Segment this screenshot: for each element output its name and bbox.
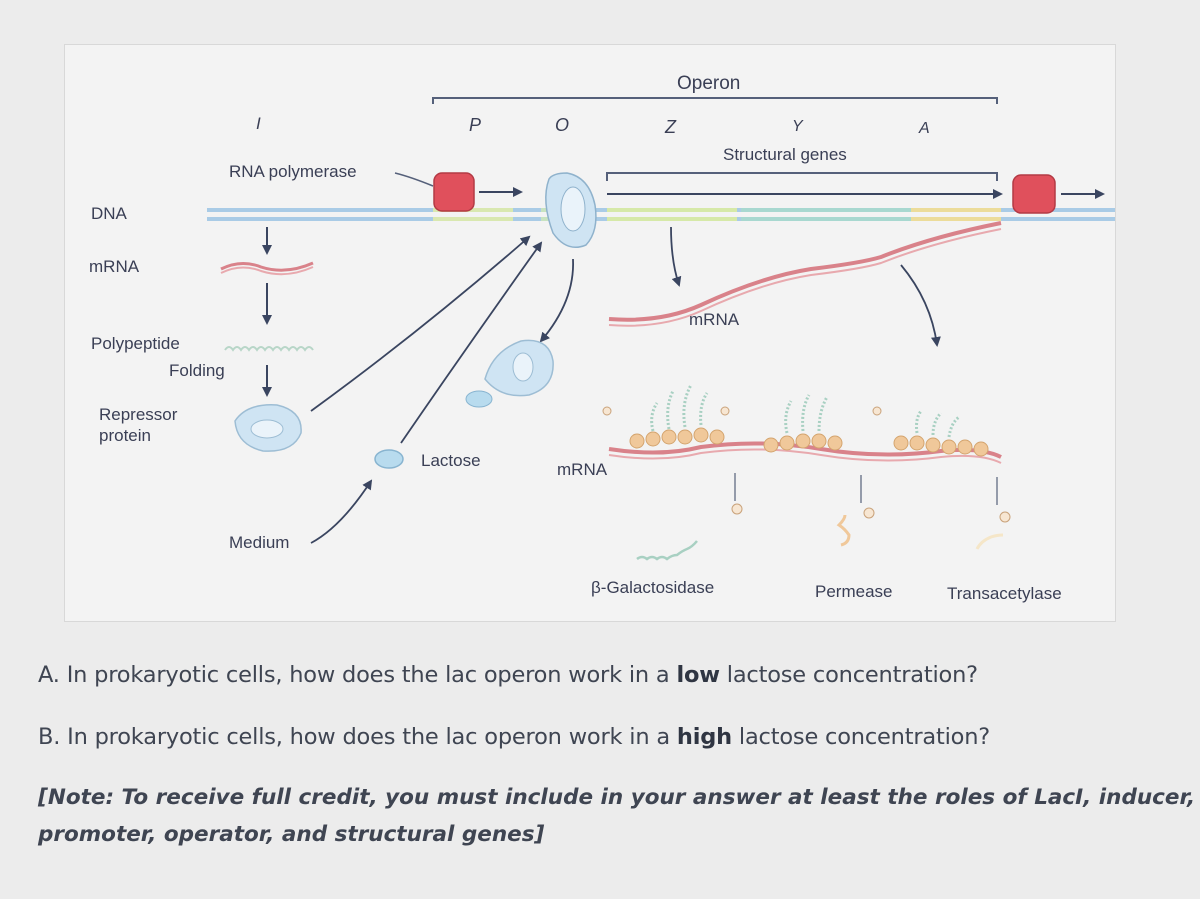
rna-polymerase-end: [1013, 175, 1055, 213]
trna-markers: [603, 407, 881, 415]
product-transacetylase: Transacetylase: [947, 584, 1062, 603]
arrow-z-transcription: [671, 227, 679, 285]
rna-polymerase-pointer: [395, 173, 433, 186]
question-a-bold: low: [676, 662, 720, 688]
lac-operon-diagram: [64, 44, 1116, 622]
question-a: [38, 662, 978, 688]
mrna-label-left: mRNA: [89, 257, 140, 276]
structural-genes-bracket: [607, 173, 997, 181]
medium-label: Medium: [229, 533, 290, 552]
diagram-canvas: [65, 45, 1115, 621]
repressor-on-operator: [546, 173, 596, 247]
structural-genes-label: Structural genes: [723, 145, 847, 164]
gene-p-label: P: [469, 115, 482, 135]
dna-double-helix: [207, 208, 1115, 221]
gene-a-label: A: [919, 120, 930, 137]
repressor-label-line2: protein: [99, 426, 151, 445]
gene-y-label: Y: [792, 118, 803, 135]
rna-polymerase-label: RNA polymerase: [229, 162, 357, 181]
dna-label: DNA: [91, 204, 127, 223]
gene-o-label: O: [555, 115, 570, 135]
arrow-translation: [901, 265, 937, 345]
question-a-post: lactose concentration?: [719, 662, 978, 688]
repressor-label-line1: Repressor: [99, 405, 178, 424]
release-arrows: [735, 473, 997, 505]
question-b-post: lactose concentration?: [731, 724, 991, 750]
operon-bracket: [433, 98, 997, 104]
product-permease: Permease: [815, 582, 893, 601]
note-line-1: [Note: To receive full credit, you must include in your answer at least the roles of LacI, inducer,: [38, 785, 1196, 810]
question-a-pre: A. In prokaryotic cells, how does the lac operon work in a: [38, 662, 677, 688]
beta-galactosidase-chain: [637, 541, 697, 559]
gene-z-label: Z: [665, 117, 676, 137]
gene-i-label: I: [256, 114, 261, 133]
question-b-bold: high: [676, 724, 732, 750]
polypeptide-chain: [225, 347, 313, 350]
question-b: [38, 724, 990, 750]
arrow-medium-to-lactose: [311, 481, 371, 543]
operon-mrna-upper: [609, 223, 1001, 320]
released-amino-acids: [732, 504, 1010, 522]
inactive-repressor: [466, 340, 553, 407]
lactose-molecule: [375, 450, 403, 468]
repressor-protein: [235, 405, 301, 451]
mrna-label-upper: mRNA: [689, 310, 740, 329]
permease-chain: [839, 515, 849, 545]
product-beta-galactosidase: β-Galactosidase: [591, 578, 715, 597]
note-line-2: promoter, operator, and structural genes]: [38, 822, 545, 847]
operon-label: Operon: [677, 73, 741, 94]
rna-polymerase-promoter: [434, 173, 474, 211]
arrow-repressor-release: [541, 259, 573, 341]
polypeptide-label: Polypeptide: [91, 334, 180, 353]
question-b-pre: B. In prokaryotic cells, how does the lac operon work in a: [38, 724, 677, 750]
transacetylase-chain: [977, 535, 1003, 549]
mrna-label-mid: mRNA: [557, 460, 608, 479]
folding-label: Folding: [169, 361, 225, 380]
lactose-label: Lactose: [421, 451, 481, 470]
